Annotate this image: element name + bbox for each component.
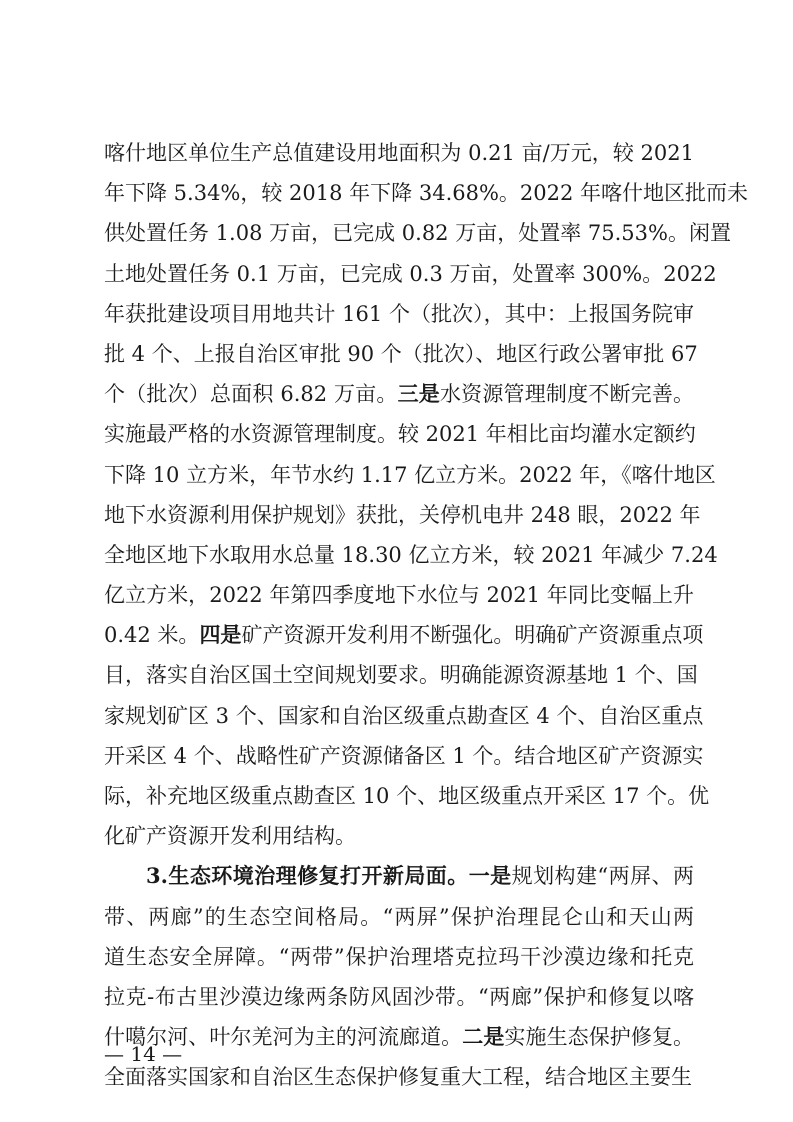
text-run: 土地处置任务 0.1 万亩，已完成 0.3 万亩，处置率 300%。2022 [104, 261, 717, 286]
text-run: 0.42 米。 [104, 623, 200, 648]
text-run: 供处置任务 1.08 万亩，已完成 0.82 万亩，处置率 75.53%。闲置 [104, 221, 731, 246]
text-line [104, 937, 694, 977]
text-line [104, 1017, 694, 1057]
text-line [104, 294, 694, 334]
text-line [104, 615, 704, 655]
text-run: 矿产资源开发利用不断强化。明确矿产资源重点项 [241, 623, 704, 648]
text-run: 实施生态保护修复。 [504, 1025, 695, 1050]
text-line [104, 856, 694, 896]
bold-text-run: 三是 [397, 381, 440, 407]
text-line [104, 696, 704, 736]
bold-text-run: 一是 [468, 863, 512, 889]
text-line [104, 334, 698, 374]
text-run: 全面落实国家和自治区生态保护修复重大工程，结合地区主要生 [104, 1065, 692, 1090]
text-run: 拉克-布古里沙漠边缘两条防风固沙带。“两廊”保护和修复以喀 [104, 984, 694, 1009]
text-run: 道生态安全屏障。“两带”保护治理塔克拉玛干沙漠边缘和托克 [104, 944, 694, 969]
text-run: 际，补充地区级重点勘查区 10 个、地区级重点开采区 17 个。优 [104, 784, 710, 808]
text-line [104, 535, 718, 575]
text-line [104, 575, 694, 615]
text-run: 批 4 个、上报自治区审批 90 个（批次）、地区行政公署审批 67 [104, 341, 698, 366]
text-line [104, 414, 694, 454]
text-run: 亿立方米，2022 年第四季度地下水位与 2021 年同比变幅上升 [104, 583, 694, 608]
text-run: 年获批建设项目用地共计 161 个（批次），其中：上报国务院审 [104, 301, 694, 326]
text-run: 目，落实自治区国土空间规划要求。明确能源资源基地 1 个、国 [104, 663, 698, 688]
text-run: 个（批次）总面积 6.82 万亩。 [104, 382, 398, 407]
text-line [104, 736, 704, 776]
text-line [104, 133, 694, 173]
text-line [104, 254, 717, 294]
text-line [104, 213, 731, 253]
text-run: 家规划矿区 3 个、国家和自治区级重点勘查区 4 个、自治区重点 [104, 703, 704, 728]
text-line [104, 776, 710, 816]
text-run: 带、两廊”的生态空间格局。“两屏”保护治理昆仑山和天山两 [104, 904, 694, 929]
text-line [104, 173, 749, 213]
text-run: 地下水资源利用保护规划》获批，关停机电井 248 眼，2022 年 [104, 502, 701, 527]
text-line [104, 897, 694, 937]
text-run: 什噶尔河、叶尔羌河为主的河流廊道。 [104, 1025, 463, 1050]
text-line [104, 374, 694, 414]
text-run: 喀什地区单位生产总值建设用地面积为 0.21 亩/万元，较 2021 [104, 141, 694, 165]
text-line [104, 816, 694, 856]
text-run: 全地区地下水取用水总量 18.30 亿立方米，较 2021 年减少 7.24 [104, 542, 718, 567]
text-run: 规划构建“两屏、两 [511, 864, 694, 889]
text-run: 年下降 5.34%，较 2018 年下降 34.68%。2022 年喀什地区批而未 [104, 181, 749, 206]
text-line [104, 495, 701, 535]
text-run: 实施最严格的水资源管理制度。较 2021 年相比亩均灌水定额约 [104, 422, 696, 447]
text-line [104, 455, 716, 495]
text-run: 下降 10 立方米，年节水约 1.17 亿立方米。2022 年，《喀什地区 [104, 462, 716, 487]
text-line [104, 655, 698, 695]
text-line [104, 977, 694, 1017]
page-number: — 14 — [104, 1042, 183, 1066]
text-line [104, 1057, 694, 1097]
text-run: 开采区 4 个、战略性矿产资源储备区 1 个。结合地区矿产资源实 [104, 743, 704, 768]
bold-text-run: 四是 [199, 622, 242, 648]
text-run: 化矿产资源开发利用结构。 [104, 824, 356, 849]
bold-text-run: 二是 [462, 1024, 505, 1050]
bold-text-run: 3.生态环境治理修复打开新局面。 [146, 863, 469, 889]
text-run: 水资源管理制度不断完善。 [439, 382, 695, 407]
body-text [104, 133, 749, 1098]
